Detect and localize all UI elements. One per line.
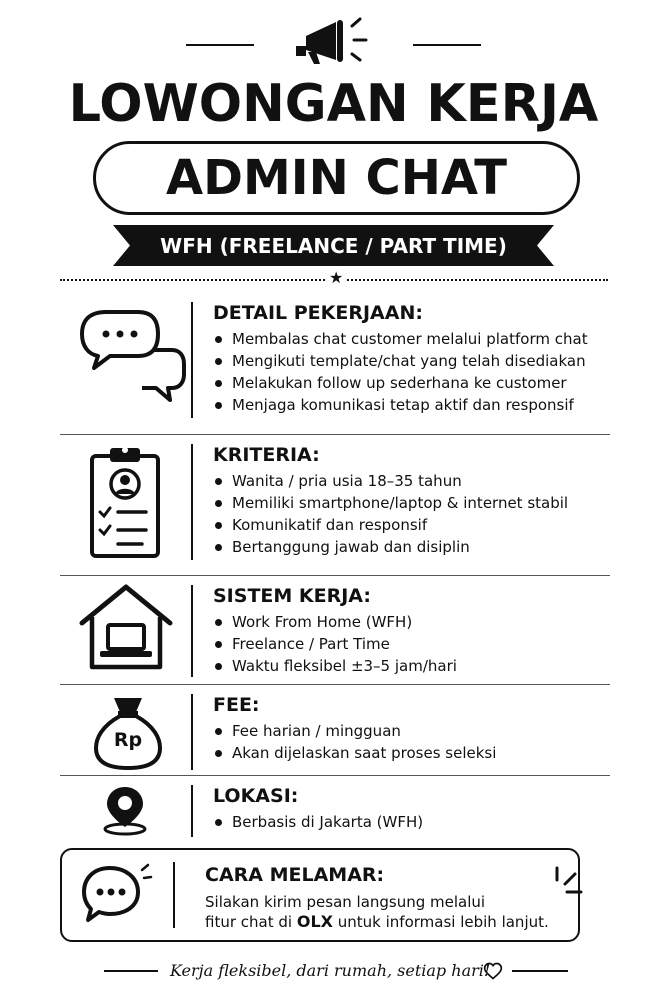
money-bag-label: Rp — [113, 729, 143, 751]
list-item: Wanita / pria usia 18–35 tahun — [213, 470, 568, 492]
list-item: Mengikuti template/chat yang telah disediakan — [213, 350, 588, 372]
house-laptop-icon — [78, 583, 174, 675]
list-item: Work From Home (WFH) — [213, 611, 457, 633]
megaphone-icon — [292, 16, 382, 66]
system-divider — [191, 585, 193, 677]
criteria-icon-wrap — [60, 442, 190, 562]
apply-heading: CARA MELAMAR: — [205, 864, 385, 886]
detail-content — [213, 300, 588, 416]
list-item: Melakukan follow up sederhana ke customer — [213, 372, 588, 394]
section-divider — [60, 575, 610, 576]
list-item: Fee harian / mingguan — [213, 720, 496, 742]
section-criteria — [60, 442, 608, 562]
work-type-ribbon — [113, 225, 554, 266]
position-pill — [93, 141, 580, 215]
section-fee — [60, 692, 608, 772]
system-heading: SISTEM KERJA: — [213, 585, 371, 607]
fee-icon-wrap — [60, 692, 190, 772]
detail-list — [213, 328, 588, 416]
list-item: Komunikatif dan responsif — [213, 514, 568, 536]
footer — [0, 956, 667, 986]
apply-text-line2 — [205, 911, 549, 933]
list-item: Bertanggung jawab dan disiplin — [213, 536, 568, 558]
criteria-heading: KRITERIA: — [213, 444, 320, 466]
footer-rule-left — [104, 970, 158, 972]
detail-heading: DETAIL PEKERJAAN: — [213, 302, 423, 324]
section-divider — [60, 434, 610, 435]
footer-tagline: Kerja fleksibel, dari rumah, setiap hari! — [170, 961, 491, 980]
header-rule-right — [413, 44, 481, 46]
list-item: Akan dijelaskan saat proses seleksi — [213, 742, 496, 764]
criteria-content — [213, 442, 568, 558]
system-content — [213, 583, 457, 677]
list-item: Menjaga komunikasi tetap aktif dan responsif — [213, 394, 588, 416]
location-list — [213, 811, 423, 833]
fee-divider — [191, 694, 193, 770]
section-location — [60, 783, 608, 839]
system-list — [213, 611, 457, 677]
list-item: Berbasis di Jakarta (WFH) — [213, 811, 423, 833]
apply-divider — [173, 862, 175, 928]
section-system — [60, 583, 608, 679]
list-item: Waktu fleksibel ±3–5 jam/hari — [213, 655, 457, 677]
section-divider — [60, 775, 610, 776]
criteria-list — [213, 470, 568, 558]
header-decoration — [0, 16, 667, 64]
olx-brand: OLX — [296, 912, 333, 931]
fee-content — [213, 692, 496, 764]
system-icon-wrap — [60, 583, 190, 679]
section-detail — [60, 300, 608, 420]
position-title: ADMIN CHAT — [165, 150, 508, 206]
section-divider — [60, 684, 610, 685]
detail-divider — [191, 302, 193, 418]
apply-text-suffix: untuk informasi lebih lanjut. — [337, 913, 549, 931]
location-divider — [191, 785, 193, 837]
chat-bubble-icon — [80, 860, 160, 930]
footer-rule-right — [512, 970, 568, 972]
list-item: Membalas chat customer melalui platform chat — [213, 328, 588, 350]
location-icon-wrap — [60, 783, 190, 839]
page-title: LOWONGAN KERJA — [68, 74, 599, 134]
location-content — [213, 783, 423, 833]
apply-box — [60, 848, 580, 942]
list-item: Memiliki smartphone/laptop & internet stabil — [213, 492, 568, 514]
header-rule-left — [186, 44, 254, 46]
location-heading: LOKASI: — [213, 785, 299, 807]
apply-text-prefix: fitur chat di — [205, 913, 293, 931]
fee-list — [213, 720, 496, 764]
heart-icon — [483, 961, 503, 981]
work-type-label: WFH (FREELANCE / PART TIME) — [160, 233, 507, 258]
list-item: Freelance / Part Time — [213, 633, 457, 655]
star-icon: ★ — [326, 268, 346, 288]
detail-icon-wrap — [60, 300, 190, 420]
sparkle-icon — [547, 862, 587, 902]
criteria-divider — [191, 444, 193, 560]
chat-bubbles-icon — [76, 304, 196, 404]
clipboard-profile-icon — [88, 444, 168, 560]
map-pin-icon — [98, 783, 152, 837]
fee-heading: FEE: — [213, 694, 260, 716]
apply-text-line1: Silakan kirim pesan langsung melalui — [205, 893, 486, 911]
